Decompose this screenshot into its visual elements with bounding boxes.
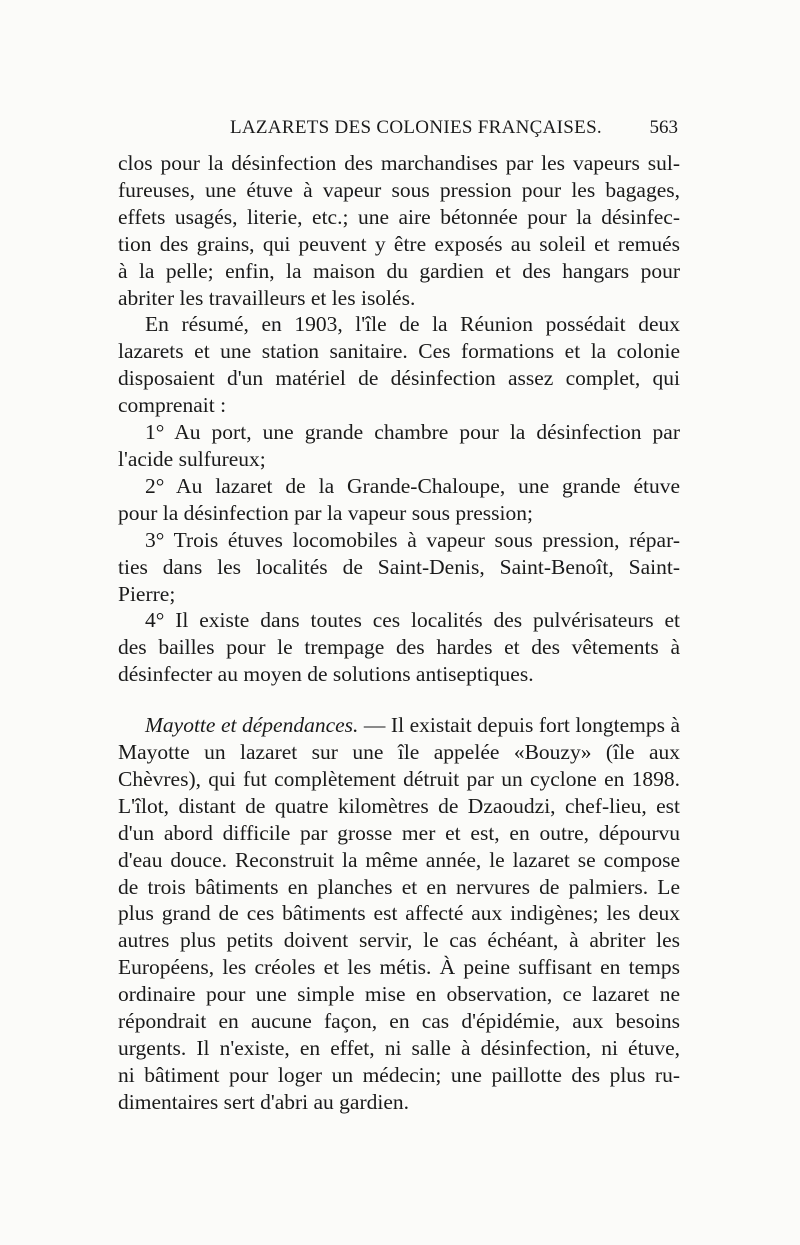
section-lead: Mayotte et dépendances. [145, 713, 359, 738]
text-line: fureuses, une étuve à vapeur sous pression pour les bagages, [118, 177, 680, 202]
running-title: LAZARETS DES COLONIES FRANÇAISES. [230, 117, 602, 138]
text-line: ties dans les localités de Saint-Denis, Saint-Benoît, Saint- [118, 554, 680, 579]
text-line: de trois bâtiments en planches et en nervures de palmiers. Le [118, 874, 680, 899]
text-line: Chèvres), qui fut complètement détruit par un cyclone en 1898. [118, 766, 680, 791]
text-line: l'acide sulfureux; [118, 446, 266, 471]
text-line: lazarets et une station sanitaire. Ces formations et la colonie [118, 339, 680, 364]
list-item-3 [118, 527, 680, 608]
text-line: En résumé, en 1903, l'île de la Réunion possédait deux [145, 312, 680, 337]
text-line: répondrait en aucune façon, en cas d'épidémie, aux besoins [118, 1009, 680, 1034]
text-line: effets usagés, literie, etc.; une aire bétonnée pour la désinfec- [118, 204, 680, 229]
text-line: d'un abord difficile par grosse mer et est, en outre, dépourvu [118, 820, 680, 845]
running-header [118, 117, 678, 143]
text-line: plus grand de ces bâtiments est affecté aux indigènes; les deux [118, 901, 680, 926]
page-number: 563 [649, 117, 678, 138]
text-line: dimentaires sert d'abri au gardien. [118, 1089, 410, 1114]
text-line: 1° Au port, une grande chambre pour la désinfection par [145, 420, 680, 445]
text-line: L'îlot, distant de quatre kilomètres de Dzaoudzi, chef-lieu, est [118, 793, 680, 818]
text-line: 3° Trois étuves locomobiles à vapeur sous pression, répar- [145, 527, 680, 552]
text-line: désinfecter au moyen de solutions antiseptiques. [118, 662, 534, 687]
paragraph-continuation [118, 150, 680, 311]
paragraph-mayotte [118, 712, 680, 1116]
text-line: autres plus petits doivent servir, le cas échéant, à abriter les [118, 928, 680, 953]
text-line: clos pour la désinfection des marchandises par les vapeurs sul- [118, 151, 680, 175]
text-line: pour la désinfection par la vapeur sous pression; [118, 500, 533, 525]
text-line: Mayotte un lazaret sur une île appelée «Bouzy» (île aux [118, 740, 680, 765]
paragraph-summary [118, 311, 680, 419]
text-span: — Il existait depuis fort longtemps à [358, 713, 681, 738]
text-line: d'eau douce. Reconstruit la même année, le lazaret se compose [118, 847, 680, 872]
body-text [118, 150, 680, 1116]
text-line: abriter les travailleurs et les isolés. [118, 285, 416, 310]
text-line: urgents. Il n'existe, en effet, ni salle à désinfection, ni étuve, [118, 1036, 680, 1060]
text-line: ordinaire pour une simple mise en observation, ce lazaret ne [118, 982, 680, 1007]
list-item-2 [118, 473, 680, 527]
list-item-1 [118, 419, 680, 473]
text-line: 4° Il existe dans toutes ces localités des pulvérisateurs et [145, 608, 680, 633]
text-line [118, 712, 680, 739]
text-line: ni bâtiment pour loger un médecin; une paillotte des plus ru- [118, 1062, 680, 1087]
text-line: à la pelle; enfin, la maison du gardien et des hangars pour [118, 258, 680, 283]
list-item-4 [118, 607, 680, 688]
text-line: 2° Au lazaret de la Grande-Chaloupe, une grande étuve [145, 473, 680, 498]
text-line: tion des grains, qui peuvent y être exposés au soleil et remués [118, 231, 680, 256]
text-line: Européens, les créoles et les métis. À peine suffisant en temps [118, 955, 680, 980]
text-line: des bailles pour le trempage des hardes et des vêtements à [118, 635, 680, 660]
text-line: Pierre; [118, 581, 176, 606]
text-line: comprenait : [118, 393, 227, 418]
text-line: disposaient d'un matériel de désinfection assez complet, qui [118, 366, 680, 391]
